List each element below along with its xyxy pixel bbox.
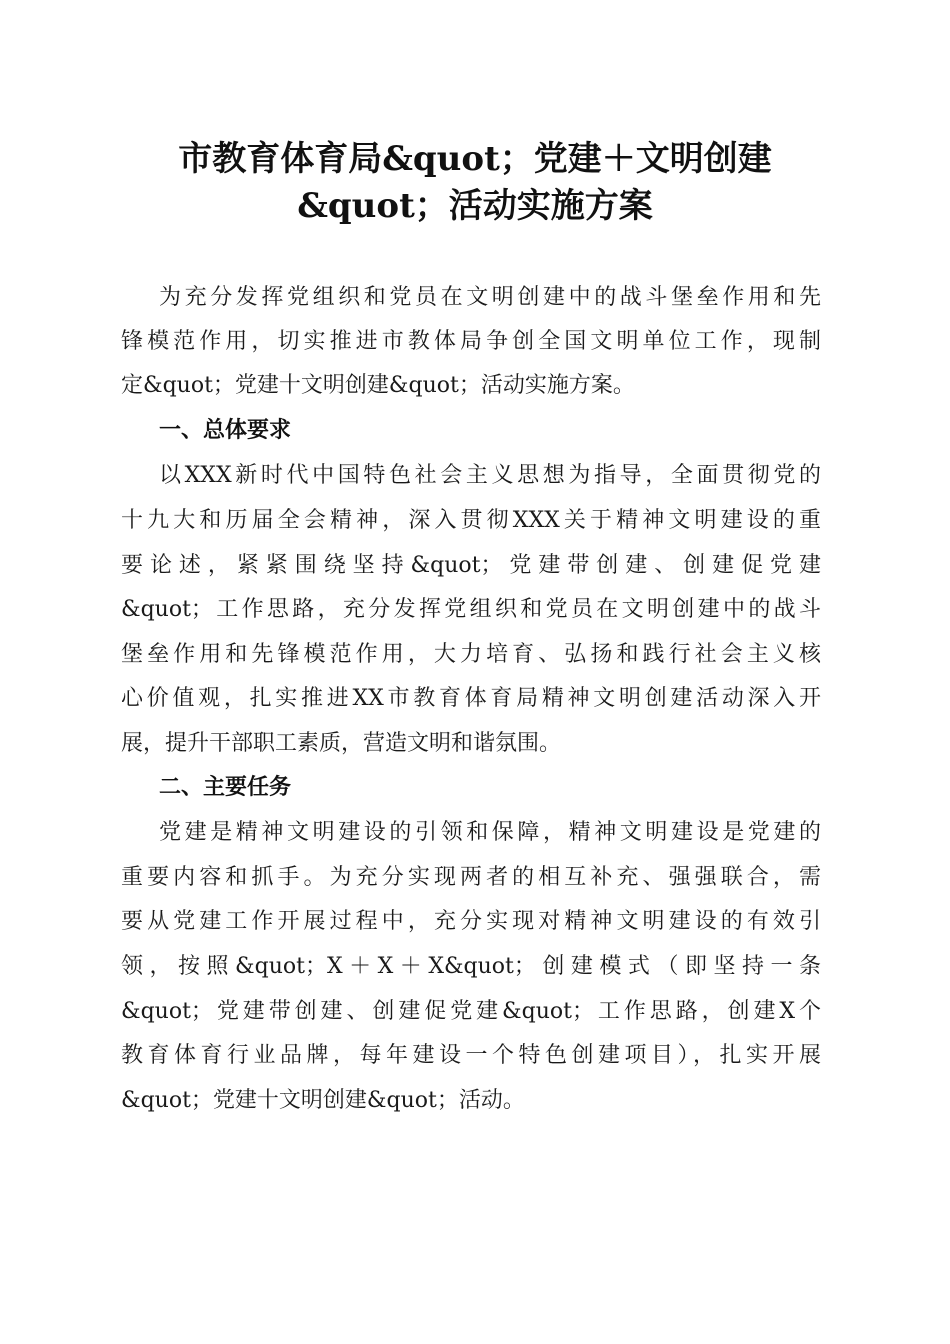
intro-line-3: 定&quot；党建十文明创建&quot；活动实施方案。 xyxy=(121,373,635,398)
intro-line-1: 为充分发挥党组织和党员在文明创建中的战斗堡垒作用和先 xyxy=(159,285,821,310)
section-1-heading: 一、总体要求 xyxy=(159,418,292,443)
section-1-line-3: 要论述，紧紧围绕坚持&quot；党建带创建、创建促党建 xyxy=(121,553,821,578)
section-2-line-5: &quot；党建带创建、创建促党建&quot；工作思路，创建X个 xyxy=(121,999,821,1024)
section-1-line-1: 以XXX新时代中国特色社会主义思想为指导，全面贯彻党的 xyxy=(159,463,821,488)
section-2-line-7: &quot；党建十文明创建&quot；活动。 xyxy=(121,1088,525,1113)
section-2-line-6: 教育体育行业品牌，每年建设一个特色创建项目），扎实开展 xyxy=(121,1043,821,1068)
section-1-line-5: 堡垒作用和先锋模范作用，大力培育、弘扬和践行社会主义核 xyxy=(121,642,821,667)
section-2-line-2: 重要内容和抓手。为充分实现两者的相互补充、强强联合，需 xyxy=(121,865,821,890)
section-2-line-4: 领，按照&quot；X＋X＋X&quot；创建模式（即坚持一条 xyxy=(121,954,821,979)
document-title-line-1: 市教育体育局&quot；党建＋文明创建 xyxy=(178,139,772,179)
section-1-line-4: &quot；工作思路，充分发挥党组织和党员在文明创建中的战斗 xyxy=(121,597,821,622)
section-1-line-6: 心价值观，扎实推进XX市教育体育局精神文明创建活动深入开 xyxy=(121,686,821,711)
section-2-line-3: 要从党建工作开展过程中，充分实现对精神文明建设的有效引 xyxy=(121,909,821,934)
section-1-line-7: 展，提升干部职工素质，营造文明和谐氛围。 xyxy=(121,731,562,756)
section-1-line-2: 十九大和历届全会精神，深入贯彻XXX关于精神文明建设的重 xyxy=(121,508,821,533)
section-2-heading: 二、主要任务 xyxy=(159,775,292,800)
document-title-line-2: &quot；活动实施方案 xyxy=(297,186,653,226)
intro-line-2: 锋模范作用，切实推进市教体局争创全国文明单位工作，现制 xyxy=(121,329,821,354)
section-2-line-1: 党建是精神文明建设的引领和保障，精神文明建设是党建的 xyxy=(159,820,821,845)
